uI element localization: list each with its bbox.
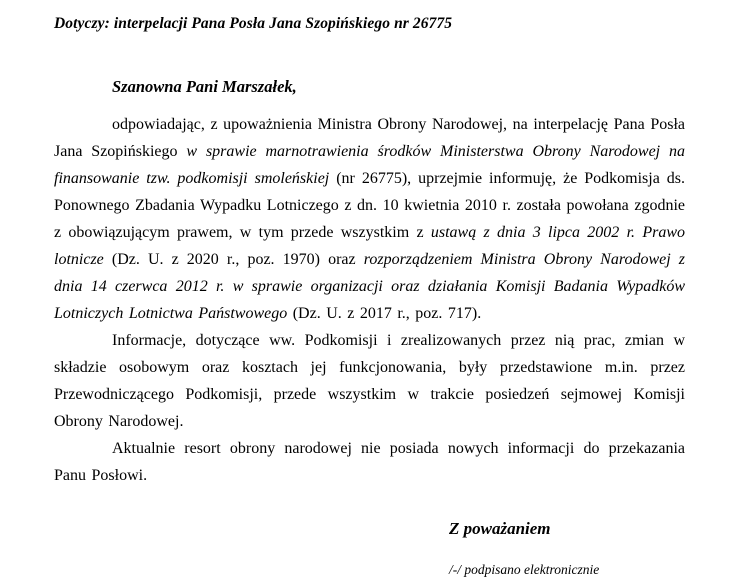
italic-text-segment: ustawą z dnia 3 lipca 2002 r. Prawo lotnicze	[54, 224, 685, 268]
text-segment: Informacje, dotyczące ww. Podkomisji i zrealizowanych przez nią prac, zmian w składzie osobowym oraz kosztach jej funkcjonowania, były przedstawione m.in. przez Przewodniczącego Podkomisji, przede wszystkim w trakcie posiedzeń sejmowej Komisji Obrony Narodowej.	[54, 332, 685, 430]
body-paragraph	[54, 435, 685, 489]
text-segment: Aktualnie resort obrony narodowej nie posiada nowych informacji do przekazania Panu Posłowi.	[54, 440, 685, 484]
italic-text-segment: rozporządzeniem Ministra Obrony Narodowej z dnia 14 czerwca 2012 r. w sprawie organizacji oraz działania Komisji Badania Wypadków Lotniczych Lotnictwa Państwowego	[54, 251, 685, 322]
italic-text-segment: w sprawie marnotrawienia środków Ministerstwa Obrony Narodowej na finansowanie tzw. podkomisji smoleńskiej	[54, 143, 685, 187]
text-segment: (Dz. U. z 2017 r., poz. 717).	[287, 305, 482, 322]
closing-phrase: Z poważaniem	[449, 519, 551, 538]
electronic-signature-note: /-/ podpisano elektronicznie	[449, 562, 600, 577]
salutation: Szanowna Pani Marszałek,	[112, 77, 297, 96]
body-paragraph	[54, 327, 685, 435]
body-paragraph	[54, 111, 685, 327]
subject-line: Dotyczy: interpelacji Pana Posła Jana Szopińskiego nr 26775	[54, 15, 453, 32]
text-segment: (nr 26775), uprzejmie informuję, że Podkomisja ds. Ponownego Zbadania Wypadku Lotniczego z dn. 10 kwietnia 2010 r. została powołana zgodnie z obowiązującym prawem, w tym przede wszystkim z	[54, 170, 686, 241]
letter-body	[54, 111, 685, 489]
text-segment: odpowiadając, z upoważnienia Ministra Obrony Narodowej, na interpelację Pana Posła Jana Szopińskiego	[54, 116, 685, 160]
text-segment: (Dz. U. z 2020 r., poz. 1970) oraz	[103, 251, 364, 268]
